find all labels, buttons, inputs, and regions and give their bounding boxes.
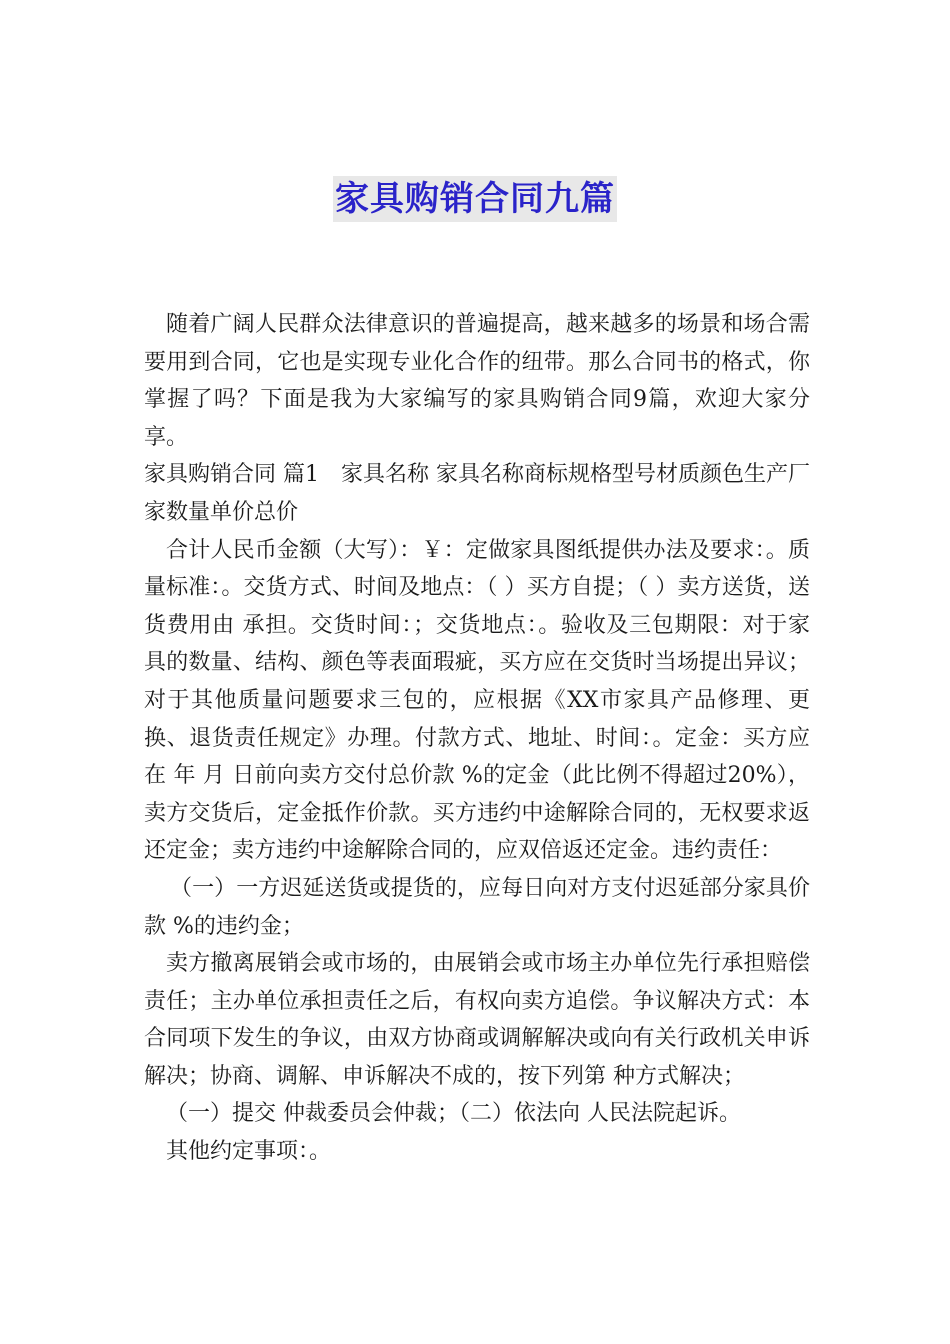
paragraph-contract-heading: 家具购销合同 篇1 家具名称 家具名称商标规格型号材质颜色生产厂家数量单价总价 xyxy=(144,462,810,525)
paragraph-resolution-options: （一）提交 仲裁委员会仲裁；（二）依法向 人民法院起诉。 xyxy=(166,1101,741,1127)
paragraph-intro: 随着广阔人民群众法律意识的普遍提高，越来越多的场景和场合需要用到合同，它也是实现专业化合作的纽带。那么合同书的格式，你掌握了吗？下面是我为大家编写的家具购销合同9篇，欢迎大家分享。 xyxy=(144,312,810,450)
paragraph-terms: 合计人民币金额（大写）：￥：定做家具图纸提供办法及要求：。质量标准：。交货方式、时间及地点：（ ）买方自提；（ ）卖方送货，送货费用由 承担。交货时间：；交货地点：。验收及三包期限：对于家具的数量、结构、颜色等表面瑕疵，买方应在交货时当场提出异议；对于其他质量问题要求三包的，应根据《XX市家具产品修理、更换、退货责任规定》办理。付款方式、地址、时间：。定金：买方应在 年 月 日前向卖方交付总价款 %的定金（此比例不得超过20%），卖方交货后，定金抵作价款。买方违约中途解除合同的，无权要求返还定金；卖方违约中途解除合同的，应双倍返还定金。违约责任： xyxy=(144,537,810,864)
paragraph-liability-1: （一）一方迟延送货或提货的，应每日向对方支付迟延部分家具价款 %的违约金； xyxy=(144,875,810,939)
paragraph-dispute: 卖方撤离展销会或市场的，由展销会或市场主办单位先行承担赔偿责任；主办单位承担责任之后，有权向卖方追偿。争议解决方式：本合同项下发生的争议，由双方协商或调解解决或向有关行政机关申诉解决；协商、调解、申诉解决不成的，按下列第 种方式解决； xyxy=(144,951,810,1089)
document-title: 家具购销合同九篇 xyxy=(333,176,617,222)
paragraph-other-matters: 其他约定事项：。 xyxy=(166,1139,332,1165)
title-container xyxy=(0,176,950,222)
document-body xyxy=(144,306,810,1171)
